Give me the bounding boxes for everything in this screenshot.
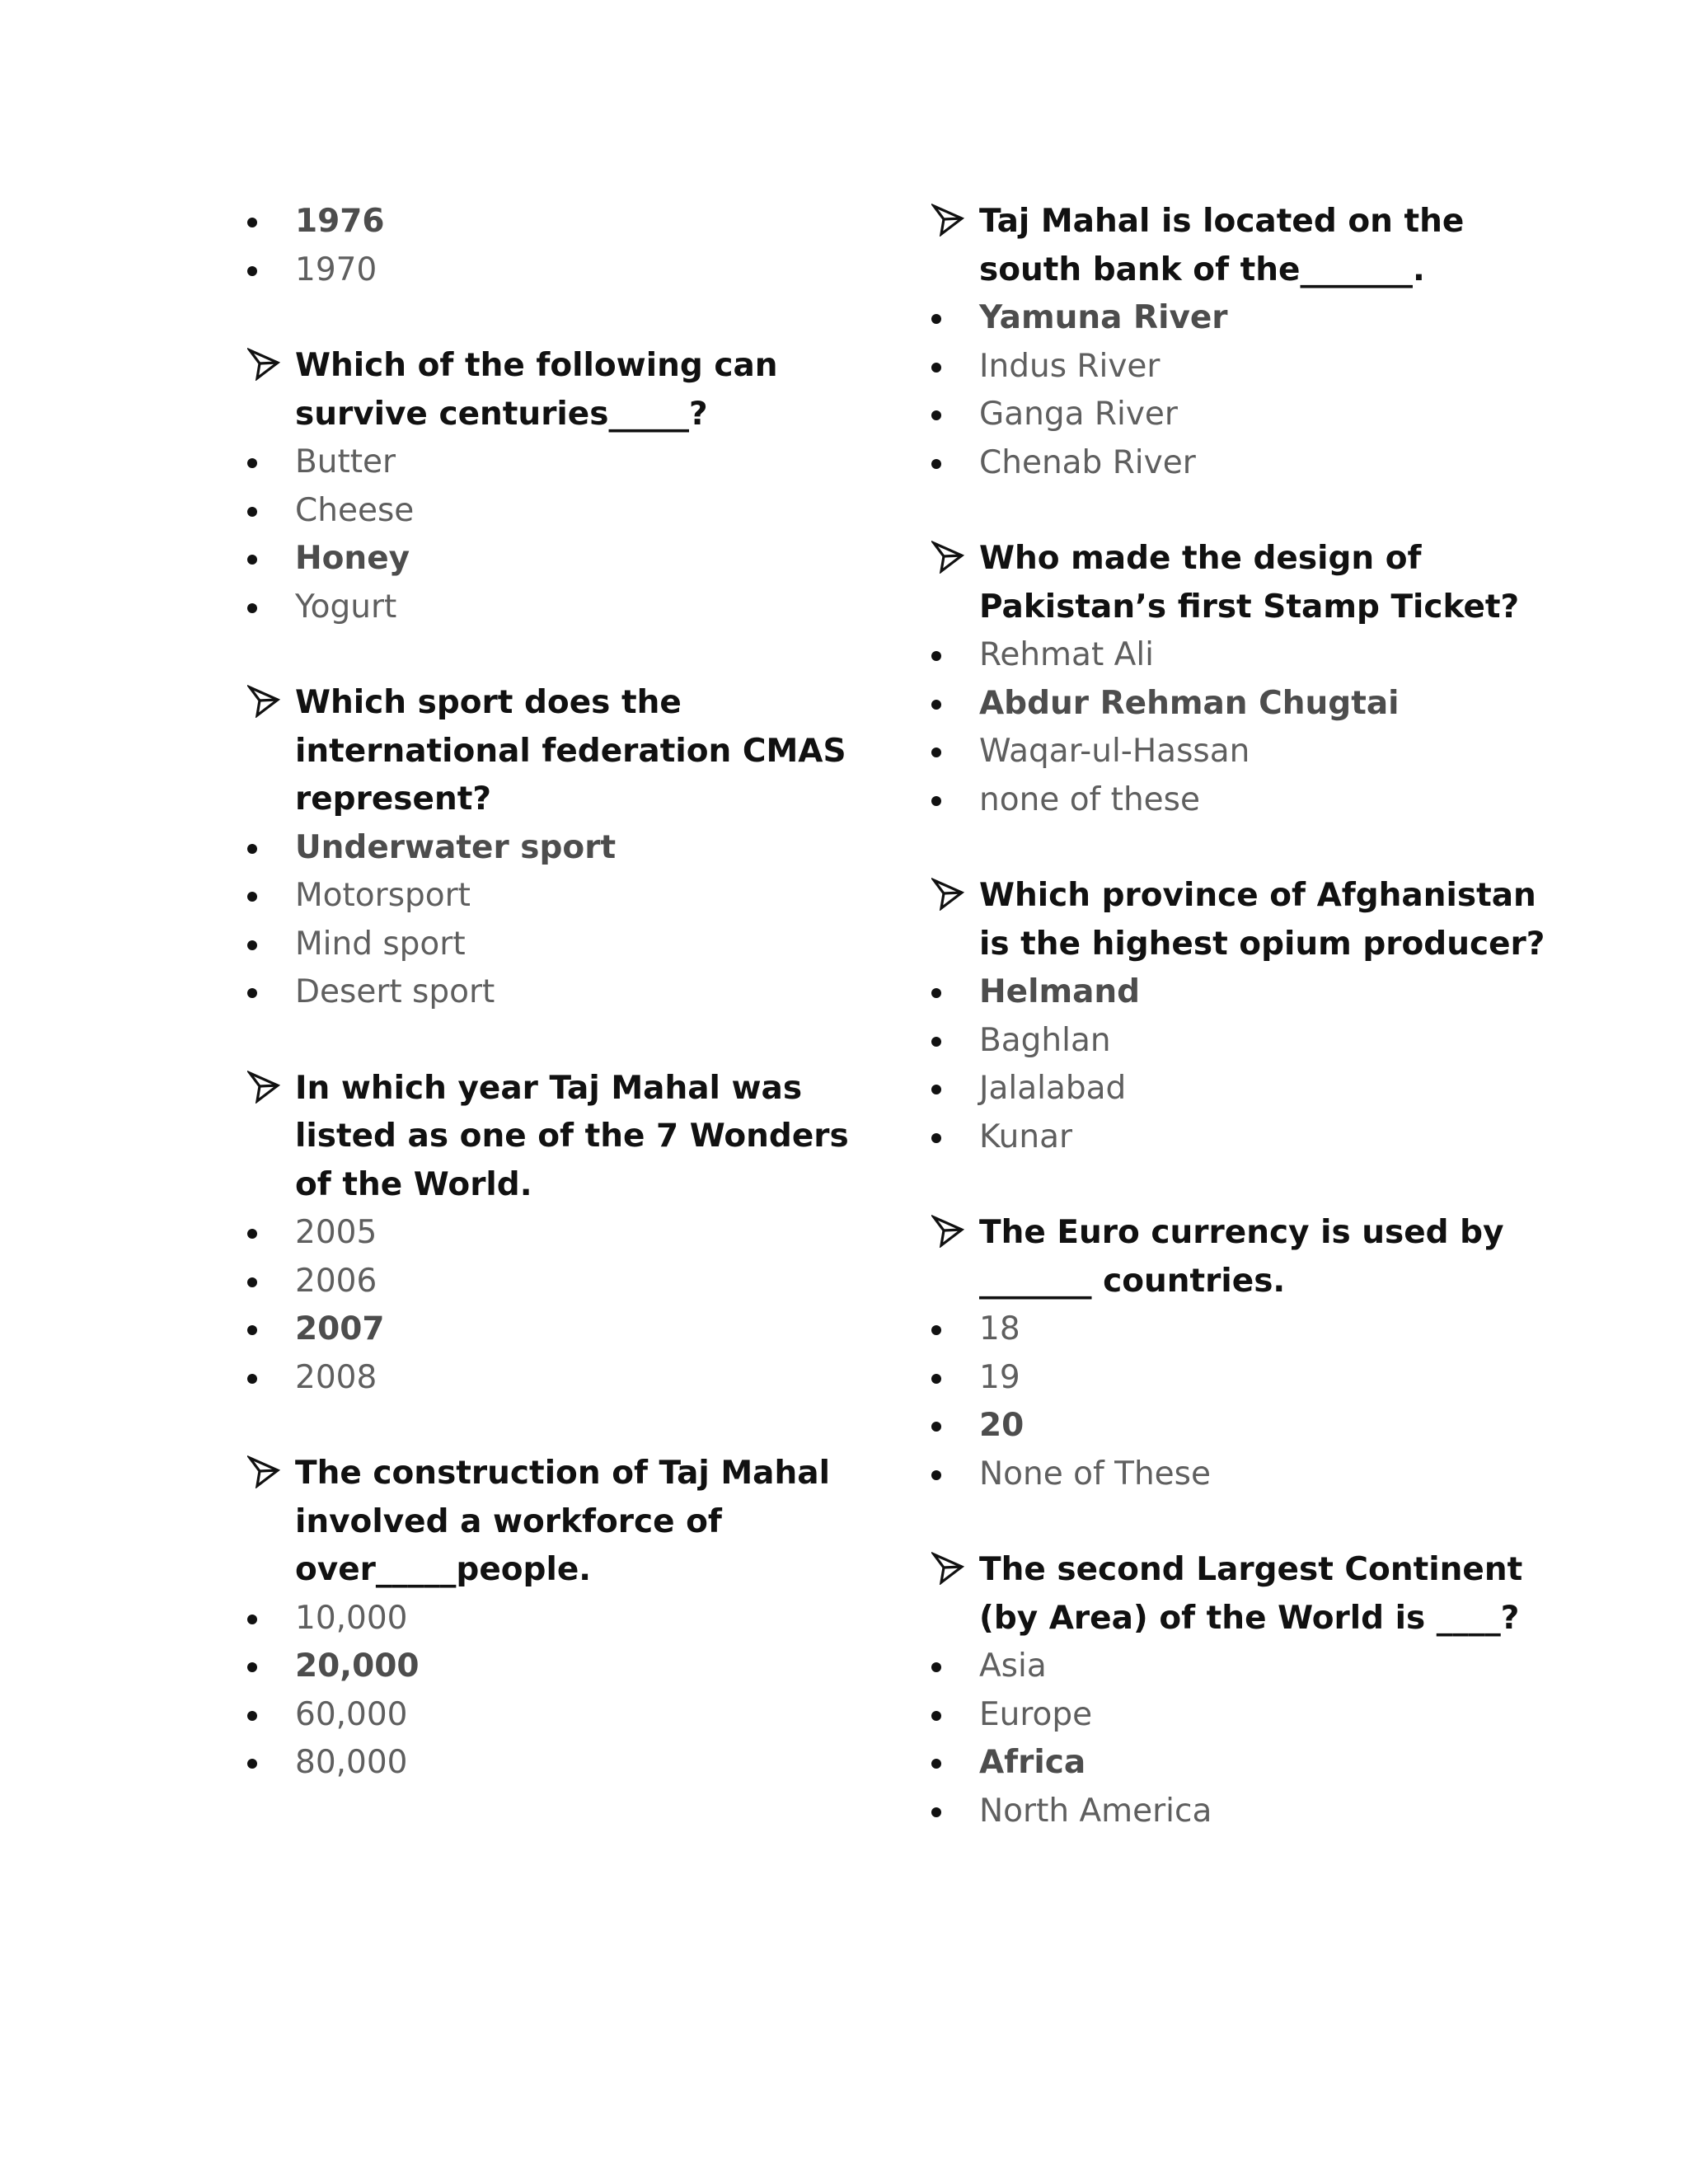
- option-label: North America: [979, 1792, 1212, 1830]
- disc-bullet-icon: [931, 700, 941, 710]
- option-list: [247, 824, 874, 1017]
- option-label: Cheese: [295, 491, 415, 529]
- option-item: [247, 1595, 874, 1643]
- left-column: [247, 198, 874, 1788]
- arrowhead-bullet-icon: [247, 347, 280, 380]
- option-label: Underwater sport: [295, 828, 617, 866]
- option-item: [931, 439, 1558, 488]
- disc-bullet-icon: [931, 796, 941, 806]
- option-label: Ganga River: [979, 396, 1178, 433]
- option-item: [931, 1643, 1558, 1691]
- disc-bullet-icon: [931, 1711, 941, 1721]
- disc-bullet-icon: [247, 555, 257, 565]
- option-item: [931, 1691, 1558, 1740]
- disc-bullet-icon: [931, 459, 941, 469]
- option-label: 1976: [295, 203, 385, 240]
- option-label: Yamuna River: [979, 299, 1228, 336]
- arrowhead-bullet-icon: [931, 877, 964, 910]
- arrowhead-bullet-icon: [931, 1551, 964, 1584]
- question-text: [931, 1546, 1558, 1643]
- option-list: [247, 1595, 874, 1788]
- question-label: Which province of Afghanistan is the highest opium producer?: [979, 877, 1545, 963]
- question-group: [931, 1546, 1558, 1835]
- question-text: [931, 872, 1558, 968]
- correct-option: [247, 1305, 874, 1354]
- question-label: Which of the following can survive centuries_____?: [295, 347, 778, 433]
- disc-bullet-icon: [247, 1229, 257, 1239]
- option-label: Butter: [295, 443, 396, 480]
- question-group: [247, 1450, 874, 1788]
- option-label: Baghlan: [979, 1021, 1111, 1059]
- option-item: [247, 921, 874, 969]
- correct-option: [931, 968, 1558, 1017]
- option-item: [931, 1065, 1558, 1113]
- option-item: [931, 1788, 1558, 1836]
- disc-bullet-icon: [247, 1759, 257, 1769]
- option-item: [931, 1113, 1558, 1162]
- option-list: [931, 1643, 1558, 1835]
- question-label: The construction of Taj Mahal involved a workforce of over_____people.: [295, 1455, 830, 1588]
- disc-bullet-icon: [931, 651, 941, 661]
- option-label: None of These: [979, 1455, 1211, 1493]
- question-label: In which year Taj Mahal was listed as one of the 7 Wonders of the World.: [295, 1069, 849, 1203]
- option-label: none of these: [979, 780, 1200, 818]
- question-group: [931, 198, 1558, 487]
- option-label: 20,000: [295, 1647, 420, 1685]
- arrowhead-bullet-icon: [247, 684, 280, 717]
- disc-bullet-icon: [247, 1615, 257, 1624]
- disc-bullet-icon: [931, 1037, 941, 1047]
- option-label: Chenab River: [979, 443, 1196, 481]
- arrowhead-bullet-icon: [931, 1214, 964, 1247]
- correct-option: [931, 680, 1558, 729]
- question-text: [931, 1209, 1558, 1305]
- option-item: [247, 246, 874, 295]
- disc-bullet-icon: [247, 844, 257, 854]
- disc-bullet-icon: [247, 1325, 257, 1335]
- correct-option: [931, 1739, 1558, 1788]
- disc-bullet-icon: [247, 458, 257, 468]
- option-item: [247, 1354, 874, 1403]
- disc-bullet-icon: [931, 1085, 941, 1094]
- right-column: [931, 198, 1558, 1835]
- option-label: Jalalabad: [979, 1070, 1127, 1107]
- correct-option: [247, 1643, 874, 1691]
- option-label: 20: [979, 1407, 1025, 1444]
- option-label: Rehmat Ali: [979, 636, 1154, 673]
- option-item: [247, 583, 874, 632]
- option-label: Desert sport: [295, 973, 495, 1010]
- option-item: [931, 776, 1558, 825]
- disc-bullet-icon: [247, 218, 257, 227]
- option-item: [931, 1451, 1558, 1499]
- option-label: 19: [979, 1358, 1020, 1396]
- option-label: Honey: [295, 540, 410, 577]
- question-text: [247, 1450, 874, 1595]
- option-item: [931, 1017, 1558, 1066]
- disc-bullet-icon: [247, 1711, 257, 1721]
- question-label: Who made the design of Pakistan’s first Stamp Ticket?: [979, 540, 1520, 626]
- option-list: [931, 1305, 1558, 1498]
- disc-bullet-icon: [931, 1374, 941, 1384]
- option-list: [247, 198, 874, 294]
- option-list: [931, 294, 1558, 487]
- option-label: Mind sport: [295, 925, 466, 963]
- option-label: Kunar: [979, 1118, 1073, 1155]
- option-item: [931, 391, 1558, 439]
- disc-bullet-icon: [247, 603, 257, 613]
- question-text: [931, 198, 1558, 294]
- disc-bullet-icon: [247, 1277, 257, 1287]
- option-item: [931, 1354, 1558, 1403]
- question-text: [931, 535, 1558, 631]
- option-list: [931, 968, 1558, 1161]
- disc-bullet-icon: [247, 1374, 257, 1384]
- option-label: Abdur Rehman Chugtai: [979, 684, 1400, 722]
- question-text: [247, 342, 874, 438]
- option-item: [247, 1258, 874, 1306]
- option-list: [931, 631, 1558, 824]
- question-text: [247, 679, 874, 824]
- option-list: [247, 1209, 874, 1402]
- disc-bullet-icon: [247, 940, 257, 950]
- question-label: Taj Mahal is located on the south bank of the_______.: [979, 203, 1465, 288]
- disc-bullet-icon: [931, 410, 941, 420]
- option-label: 2005: [295, 1214, 377, 1251]
- option-label: Helmand: [979, 973, 1141, 1010]
- arrowhead-bullet-icon: [247, 1070, 280, 1103]
- option-label: 18: [979, 1310, 1020, 1347]
- disc-bullet-icon: [247, 507, 257, 517]
- option-label: 80,000: [295, 1744, 408, 1781]
- option-item: [247, 968, 874, 1017]
- option-item: [247, 1739, 874, 1788]
- disc-bullet-icon: [931, 363, 941, 373]
- correct-option: [931, 1402, 1558, 1451]
- disc-bullet-icon: [931, 1133, 941, 1143]
- disc-bullet-icon: [931, 314, 941, 324]
- option-label: 1970: [295, 251, 377, 288]
- option-label: 2006: [295, 1262, 377, 1300]
- correct-option: [931, 294, 1558, 343]
- disc-bullet-icon: [931, 1759, 941, 1769]
- option-label: 10,000: [295, 1599, 408, 1637]
- option-item: [247, 487, 874, 536]
- option-label: 2007: [295, 1310, 385, 1347]
- disc-bullet-icon: [931, 748, 941, 757]
- disc-bullet-icon: [931, 1807, 941, 1817]
- disc-bullet-icon: [247, 892, 257, 902]
- disc-bullet-icon: [931, 1325, 941, 1335]
- option-label: Waqar-ul-Hassan: [979, 733, 1250, 770]
- arrowhead-bullet-icon: [931, 540, 964, 573]
- question-group: [247, 679, 874, 1017]
- correct-option: [247, 824, 874, 873]
- option-item: [931, 343, 1558, 391]
- option-label: Europe: [979, 1695, 1093, 1733]
- question-label: Which sport does the international federation CMAS represent?: [295, 684, 846, 818]
- option-list: [247, 438, 874, 631]
- option-item: [931, 1305, 1558, 1354]
- disc-bullet-icon: [931, 1470, 941, 1480]
- option-item: [931, 728, 1558, 776]
- question-label: The Euro currency is used by _______ countries.: [979, 1214, 1504, 1300]
- arrowhead-bullet-icon: [247, 1455, 280, 1488]
- option-item: [247, 1691, 874, 1740]
- correct-option: [247, 198, 874, 246]
- question-label: The second Largest Continent (by Area) of the World is ____?: [979, 1551, 1523, 1637]
- option-label: Africa: [979, 1744, 1086, 1781]
- disc-bullet-icon: [247, 1662, 257, 1672]
- option-label: 60,000: [295, 1695, 408, 1733]
- option-label: Asia: [979, 1647, 1047, 1685]
- question-group: [247, 1065, 874, 1403]
- option-item: [247, 872, 874, 921]
- arrowhead-bullet-icon: [931, 203, 964, 236]
- disc-bullet-icon: [247, 266, 257, 276]
- disc-bullet-icon: [247, 988, 257, 998]
- option-item: [247, 438, 874, 487]
- option-label: Yogurt: [295, 588, 397, 626]
- option-item: [931, 631, 1558, 680]
- option-item: [247, 1209, 874, 1258]
- disc-bullet-icon: [931, 988, 941, 998]
- option-label: 2008: [295, 1358, 377, 1396]
- question-group: [247, 198, 874, 294]
- question-group: [931, 535, 1558, 824]
- question-group: [247, 342, 874, 631]
- option-label: Indus River: [979, 347, 1160, 385]
- question-group: [931, 1209, 1558, 1498]
- disc-bullet-icon: [931, 1422, 941, 1432]
- correct-option: [247, 535, 874, 583]
- question-text: [247, 1065, 874, 1210]
- option-label: Motorsport: [295, 877, 471, 914]
- disc-bullet-icon: [931, 1662, 941, 1672]
- question-group: [931, 872, 1558, 1161]
